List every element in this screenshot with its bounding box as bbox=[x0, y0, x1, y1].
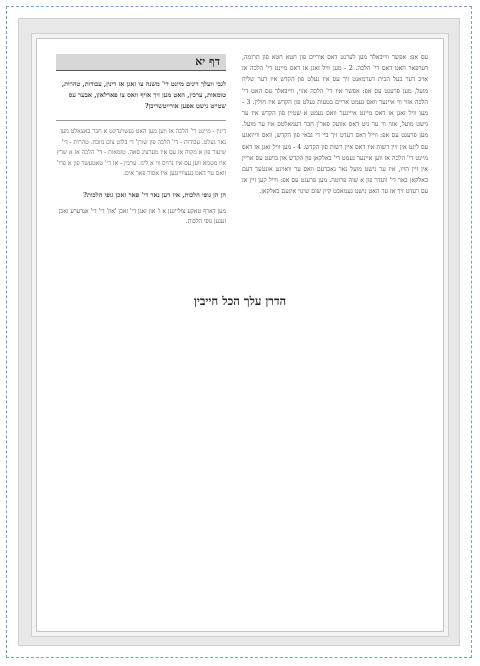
answer-paragraph: מען דארף טאקע צוליינען א ו' און זאגן די' זאכן 'און' די' די' אנדערע זאכן זענען גופי הלכות. bbox=[58, 207, 226, 225]
question-paragraph: הן הן גופי הלכות, איז דען נאר די' פאר זאכן גופי הלכות? bbox=[83, 190, 226, 199]
intro-paragraph: לגבי וועלך דינים מיינט די' משנה צו זאגן אז דינין, עבודות, טהרות, טומאות, ערכין, האט מען זיך אויף וואס צו פארלאזן, אבער עס שטייט נישט אפען אורייטשריבן? bbox=[61, 80, 226, 110]
hadran-heading: הדרן עלך הכל חייבין bbox=[193, 294, 287, 308]
left-column bbox=[56, 54, 226, 228]
right-column-text: עס אפ: אפשר ווייבאלד מען לערנט דאס אוריים פון חטא חטא פון תרומה, דערפאר האט דאס די' הלכה. 2 - מען וויל זאגן אז דאס מיינט די' הלכה אז אויב דער בעל הבית דערמאנט זיך עס איז געלט פון הקדש איז דער שליח מועל, מען פרעגט עס אפ: אפשר איז די' הלכה אזוי, ווייבאלד עס האט די' הלכה אזוי ווי איינער וואס נעמט אריים בטעות געלט פון הקדש איז חולין. 3 - מען וויל זאגן אז דאס מיינט אייינער וואס נעמט א שטיין פון הקדש איז ער נישט מועל, אזוי ווי ער גיט דאס אוועק פאר'ן חבר דעמאלטס איז ער מועל. מען פרעגט עס אפ: ווייל דאס רעדט זיך ביי די גבאי פון הקדש, וואס ווייזאגע עס ליגט אין זיין רשות איז דאס איין רשות פון הקדש. 4 - מען וויל זאגן אז דאס מיינט די' הלכה אז ווען איינער נעמט די' באלקאן פון הקדש און בויעט עס אריין אין זיין הויז, איז ער נישט מועל נאר נאכדעם וואס ער וואוינט אונטער דעם באלקאן באר די' וועדר פון א שוה פרוטה. מען פרעגט עס אפ: ווייל קען זיין אז עס רעדט זיך אז ער האט נישט געמאכט קיין שום שינוי אינעם באלקאן. bbox=[242, 54, 428, 196]
document-page bbox=[46, 50, 434, 620]
topics-paragraph: דינין - מיינט די' הלכה אז ווען מען האט געשוינדיגט א חבר באצאלט מען נאר געלט. עבודות - די' הלכה פון שורן' די בלוט צום מזבח. טהרות - די' שיעור פון א מקוה אז עס איז מערציג סאה. טומאות - די' הלכה אז א שרץ איז מטמא ווען עס איז גרויס ווי א לינז. ערכין - אז די' טאטעשר פון א פרו' וואס ער האט געצוויינגען איז אסור פאר אים. bbox=[56, 128, 226, 177]
daf-heading: דף יא bbox=[56, 54, 226, 71]
divider bbox=[56, 120, 226, 121]
